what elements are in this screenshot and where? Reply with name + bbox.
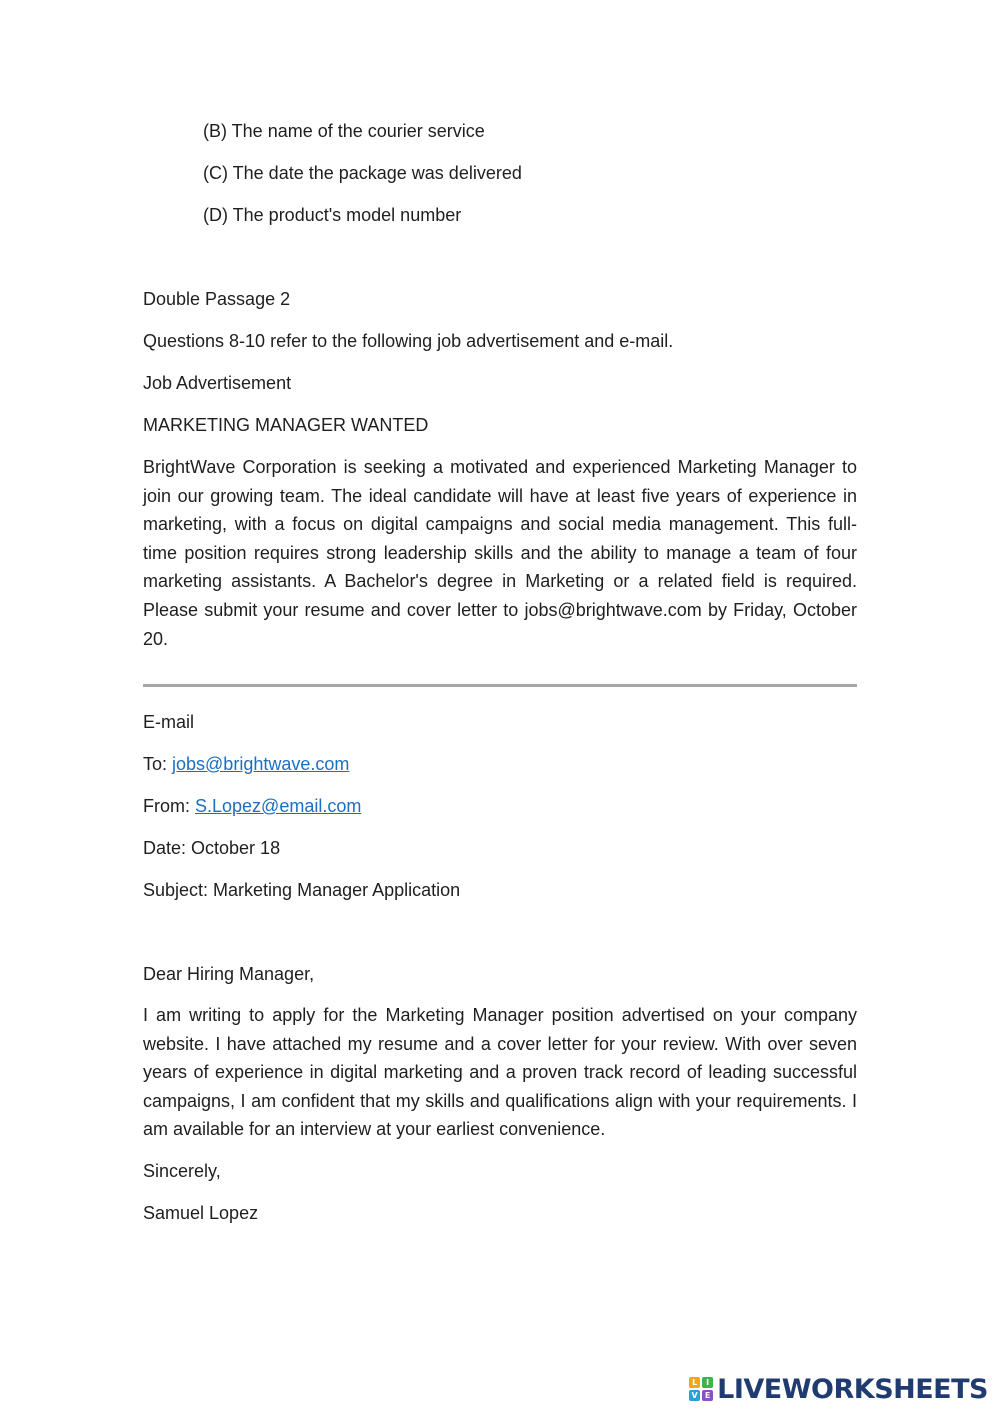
email-to-line <box>143 750 349 778</box>
liveworksheets-logo[interactable] <box>689 1372 988 1406</box>
answer-option-b: (B) The name of the courier service <box>203 121 485 141</box>
email-signature: Samuel Lopez <box>143 1203 259 1223</box>
advertisement-headline: MARKETING MANAGER WANTED <box>143 415 429 435</box>
email-to-label: To: <box>143 754 173 774</box>
advertisement-body: BrightWave Corporation is seeking a motivated and experienced Marketing Manager to join our growing team. The ideal candidate will have at least five years of experience in marketing, with a focus on digital campaigns and social media management. This full-time position requires strong leadership skills and the ability to manage a team of four marketing assistants. A Bachelor's degree in Marketing or a related field is required. Please submit your resume and cover letter to jobs@brightwave.com by Friday, October 20. <box>143 457 857 649</box>
email-from-label: From: <box>143 796 195 816</box>
email-from-line <box>143 792 361 820</box>
email-subject: Subject: Marketing Manager Application <box>143 880 461 900</box>
passage-title: Double Passage 2 <box>143 289 291 309</box>
email-from-link[interactable]: S.Lopez@email.com <box>195 796 362 816</box>
logo-tile-i: I <box>702 1377 713 1388</box>
answer-option-d: (D) The product's model number <box>203 205 462 225</box>
answer-option-c: (C) The date the package was delivered <box>203 163 522 183</box>
email-body: I am writing to apply for the Marketing Manager position advertised on your company website. I have attached my resume and a cover letter for your review. With over seven years of experience in digital marketing and a proven track record of leading successful campaigns, I am confident that my skills and qualifications align with your requirements. I am available for an interview at your earliest convenience. <box>143 1005 857 1140</box>
liveworksheets-logo-icon <box>689 1377 713 1401</box>
email-to-link[interactable]: jobs@brightwave.com <box>172 754 350 774</box>
advertisement-label: Job Advertisement <box>143 373 292 393</box>
email-label: E-mail <box>143 712 195 732</box>
liveworksheets-logo-text: LIVEWORKSHEETS <box>717 1373 988 1405</box>
passage-instructions: Questions 8-10 refer to the following job advertisement and e-mail. <box>143 331 674 351</box>
logo-tile-l: L <box>689 1377 700 1388</box>
logo-tile-v: V <box>689 1390 700 1401</box>
email-closing: Sincerely, <box>143 1161 221 1181</box>
section-divider <box>143 684 857 687</box>
email-greeting: Dear Hiring Manager, <box>143 964 315 984</box>
logo-tile-e: E <box>702 1390 713 1401</box>
email-date: Date: October 18 <box>143 838 281 858</box>
